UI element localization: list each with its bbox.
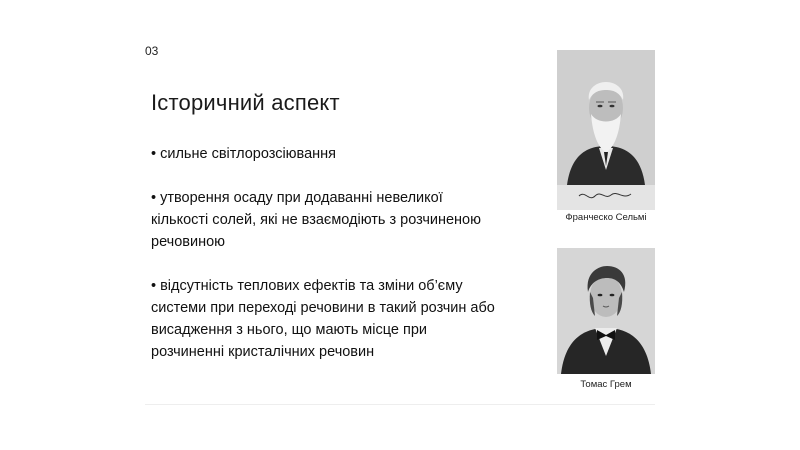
portrait-photo-icon [557, 50, 655, 210]
portrait-caption: Томас Грем [580, 379, 632, 390]
footer-divider [145, 404, 655, 405]
bullet-list [151, 143, 521, 385]
bullet-item: • відсутність теплових ефектів та зміни об’єму системи при переході речовини в такий розчин або висадження з нього, що мають місце при розчиненні кристалічних речовин [151, 278, 495, 360]
portrait-graham-image [557, 248, 655, 374]
bullet-item: • утворення осаду при додаванні невеликої кількості солей, які не взаємодіють з розчиненою речовиною [151, 190, 481, 250]
portrait-photo-icon [557, 248, 655, 374]
portrait-caption: Франческо Сельмі [565, 212, 647, 223]
portrait-selmi-image [557, 50, 655, 210]
bullet-item: • сильне світлорозсіювання [151, 146, 337, 162]
slide-title: Історичний аспект [151, 90, 340, 115]
slide-number: 03 [145, 44, 159, 58]
